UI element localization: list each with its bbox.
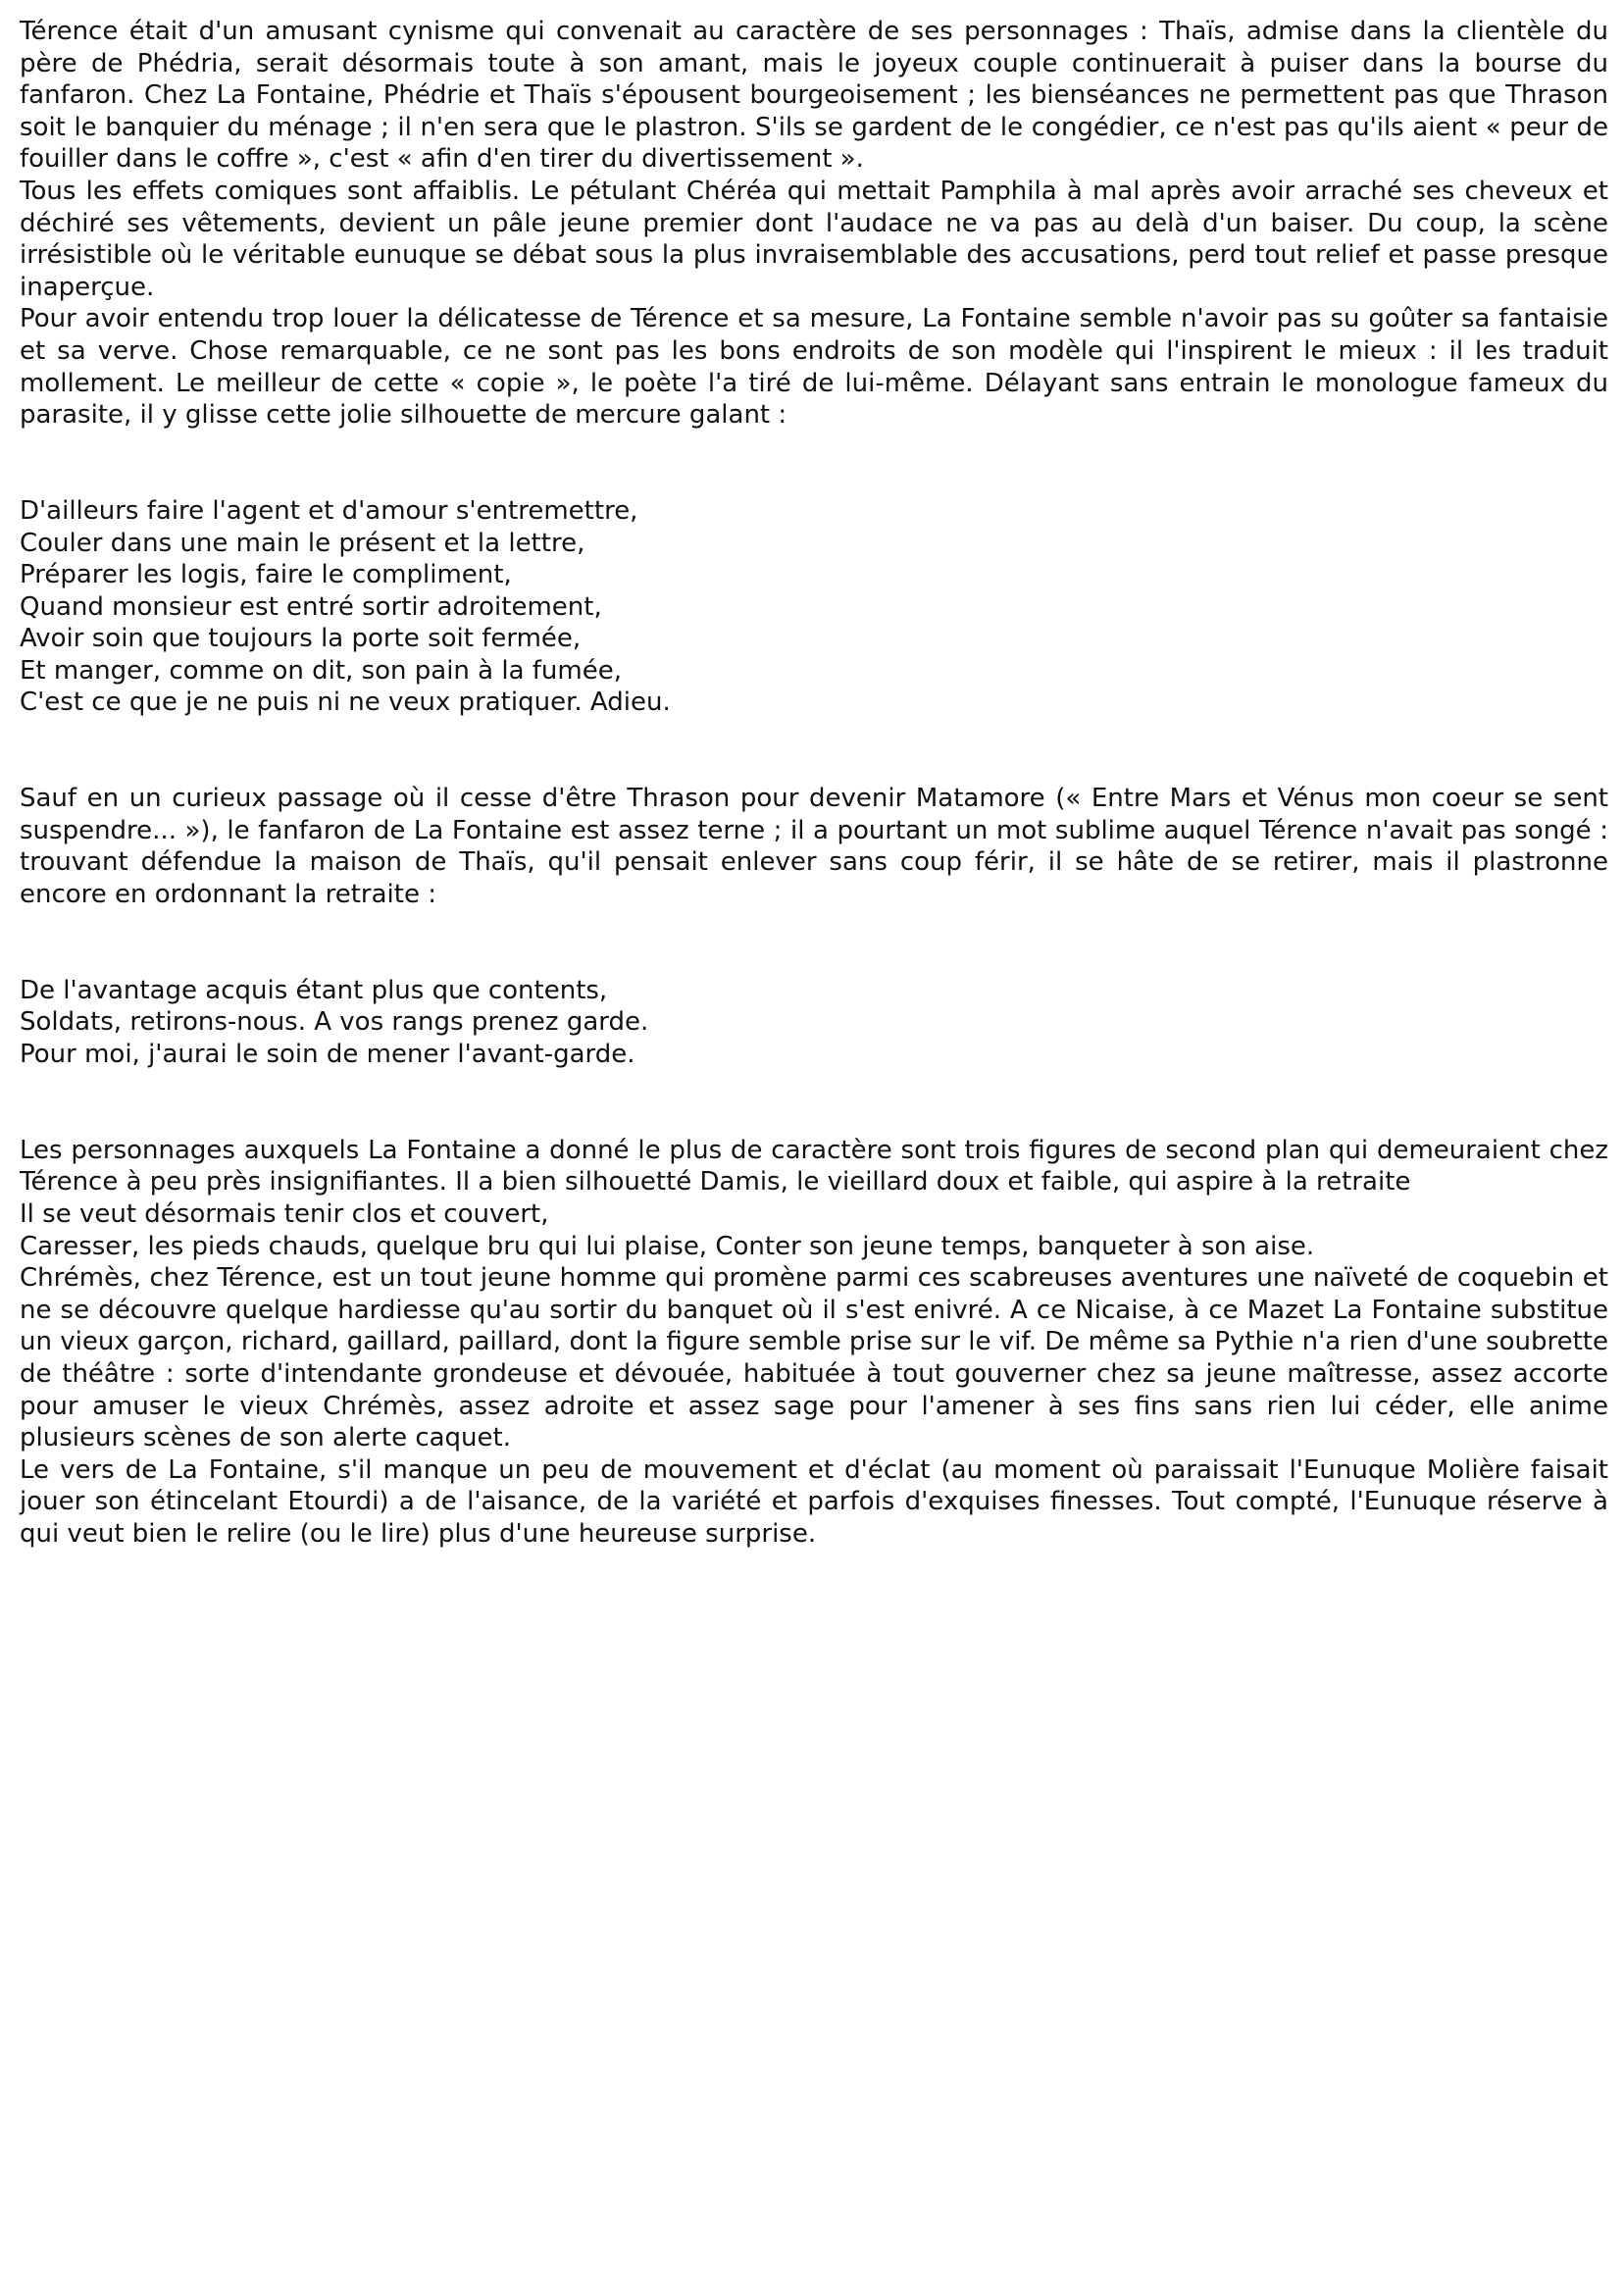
paragraph-vers-la-fontaine: Le vers de La Fontaine, s'il manque un peu de mouvement et d'éclat (au moment où paraissait l'Eunuque Molière faisait jouer son étincelant Etourdi) a de l'aisance, de la variété et parfois d'exquises finesses. Tout compté, l'Eunuque réserve à qui veut bien le relire (ou le lire) plus d'une heureuse surprise. [20,1454,1608,1549]
blank-line [20,1071,1608,1103]
paragraph-terence-cynisme: Térence était d'un amusant cynisme qui convenait au caractère de ses personnages : Thaïs, admise dans la clientèle du père de Phédria, serait désormais toute à son amant, mais le joyeux couple continuerait à puiser dans la bourse du fanfaron. Chez La Fontaine, Phédrie et Thaïs s'épousent bourgeoisement ; les bienséances ne permettent pas que Thrason soit le banquier du ménage ; il n'en sera que le plastron. S'ils se gardent de le congédier, ce n'est pas qu'ils aient « peur de fouiller dans le coffre », c'est « afin d'en tirer du divertissement ». [20,17,1608,175]
verse-line: D'ailleurs faire l'agent et d'amour s'entremettre, [20,495,638,526]
verse-retraite [20,975,1608,1071]
verse-line: De l'avantage acquis étant plus que contents, [20,975,608,1005]
verse-line: Couler dans une main le présent et la lettre, [20,528,585,558]
blank-line [20,751,1608,784]
verse-mercure-galant [20,495,1608,719]
blank-line [20,911,1608,943]
blank-line [20,1102,1608,1135]
verse-line: Et manger, comme on dit, son pain à la fumée, [20,655,622,686]
paragraph-delicatesse-terence: Pour avoir entendu trop louer la délicatesse de Térence et sa mesure, La Fontaine semble n'avoir pas su goûter sa fantaisie et sa verve. Chose remarquable, ce ne sont pas les bons endroits de son modèle qui l'inspirent le mieux : il les traduit mollement. Le meilleur de cette « copie », le poète l'a tiré de lui-même. Délayant sans entrain le monologue fameux du parasite, il y glisse cette jolie silhouette de mercure galant : [20,304,1608,431]
verse-line: Avoir soin que toujours la porte soit fermée, [20,624,582,654]
blank-line [20,719,1608,751]
blank-line [20,943,1608,975]
verse-line: Soldats, retirons-nous. A vos rangs prenez garde. [20,1007,649,1038]
paragraph-personnages-second-plan: Les personnages auxquels La Fontaine a donné le plus de caractère sont trois figures de second plan qui demeuraient chez Térence à peu près insignifiantes. Il a bien silhouetté Damis, le vieillard doux et faible, qui aspire à la retraite [20,1135,1608,1198]
blank-line [20,463,1608,495]
verse-line: Caresser, les pieds chauds, quelque bru qui lui plaise, Conter son jeune temps, banqueter à son aise. [20,1231,1315,1261]
verse-line: Préparer les logis, faire le compliment, [20,560,512,590]
verse-line: Quand monsieur est entré sortir adroitement, [20,591,602,622]
paragraph-fanfaron-matamore: Sauf en un curieux passage où il cesse d'être Thrason pour devenir Matamore (« Entre Mars et Vénus mon coeur se sent suspendre... »), le fanfaron de La Fontaine est assez terne ; il a pourtant un mot sublime auquel Térence n'avait pas songé : trouvant défendue la maison de Thaïs, qu'il pensait enlever sans coup férir, il se hâte de se retirer, mais il plastronne encore en ordonnant la retraite : [20,784,1608,910]
verse-damis [20,1198,1608,1262]
verse-line: C'est ce que je ne puis ni ne veux pratiquer. Adieu. [20,688,671,718]
paragraph-chremes-pythie: Chrémès, chez Térence, est un tout jeune homme qui promène parmi ces scabreuses aventures une naïveté de coquebin et ne se découvre quelque hardiesse qu'au sortir du banquet où il s'est enivré. A ce Nicaise, à ce Mazet La Fontaine substitue un vieux garçon, richard, gaillard, paillard, dont la figure semble prise sur le vif. De même sa Pythie n'a rien d'une soubrette de théâtre : sorte d'intendante grondeuse et dévouée, habituée à tout gouverner chez sa jeune maîtresse, assez accorte pour amuser le vieux Chrémès, assez adroite et assez sage pour l'amener à ses fins sans rien lui céder, elle anime plusieurs scènes de son alerte caquet. [20,1263,1608,1453]
blank-line [20,432,1608,464]
verse-line: Il se veut désormais tenir clos et couvert, [20,1198,549,1229]
verse-line: Pour moi, j'aurai le soin de mener l'avant-garde. [20,1040,635,1069]
paragraph-effets-comiques: Tous les effets comiques sont affaiblis. Le pétulant Chéréa qui mettait Pamphila à mal après avoir arraché ses cheveux et déchiré ses vêtements, devient un pâle jeune premier dont l'audace ne va pas au delà d'un baiser. Du coup, la scène irrésistible où le véritable eunuque se débat sous la plus invraisemblable des accusations, perd tout relief et passe presque inaperçue. [20,176,1608,302]
document-page [20,16,1608,1551]
